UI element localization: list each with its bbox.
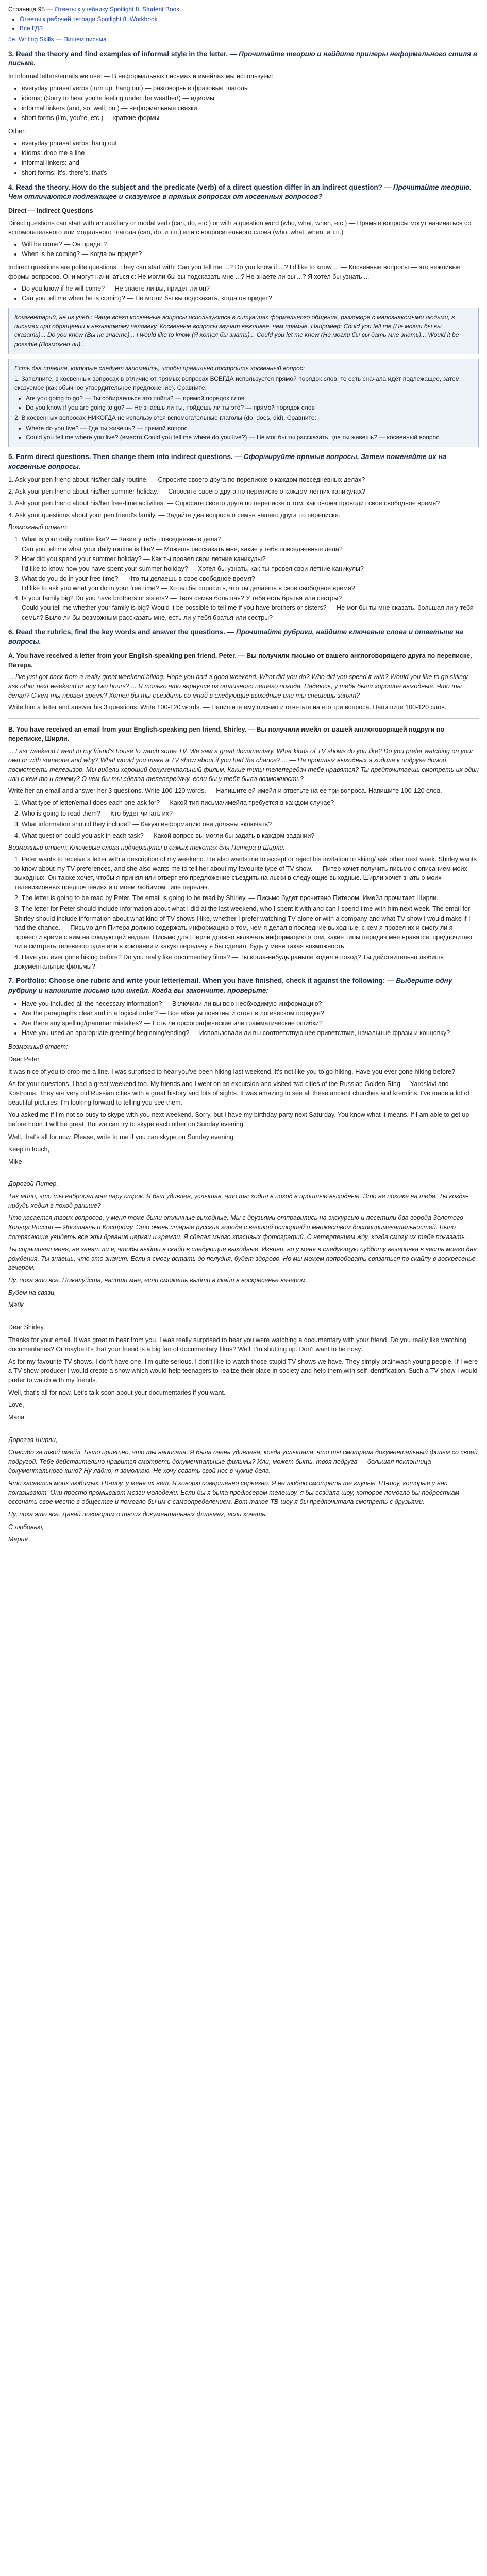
- rules-intro: Есть два правила, которые следует запомнить, чтобы правильно построить косвенный вопрос:: [14, 365, 305, 372]
- comment-box: [8, 308, 479, 355]
- list-item: • Can you tell me when he is coming? — Не могли бы вы подсказать, когда он придет?: [22, 294, 479, 303]
- list-item: • Will he come? — Он придет?: [22, 240, 479, 249]
- divider: [8, 718, 479, 719]
- task3-other-list: [8, 139, 479, 178]
- rules-box: [8, 359, 479, 447]
- list-item: • Have you included all the necessary information? — Включили ли вы всю необходимую информацию?: [22, 999, 479, 1008]
- list-item: • short forms: It's, there's, that's: [22, 168, 479, 177]
- letter-closing: С любовью,: [8, 1523, 44, 1531]
- letter-paragraph: Спасибо за твой имейл. Было приятно, что ты написала. Я была очень удивлена, когда услышала, что ты смотрела документальный фильм со своей подругой. Тебе действительно нравится смотреть документальные фильмы? Или, может быть, твоя подруга — большая поклонница документального кино? Ну ладно, я замолкаю. Не хочу совать свой нос в чужие дела.: [8, 1448, 478, 1475]
- letter-signature: Мария: [8, 1535, 28, 1543]
- task5-answers: [8, 535, 479, 622]
- letter-peter-en: [8, 1055, 479, 1166]
- letter-closing: Love,: [8, 1401, 24, 1409]
- task3-title-ru: — Прочитайте теорию и найдите примеры неформального стиля в письме.: [8, 49, 478, 67]
- answer-line: 4. Is your family big? Do you have brothers or sisters? — Твоя семья большая? У тебя есть братья или сестры?: [14, 595, 342, 602]
- letter-paragraph: Так мило, что ты набросал мне пару строк. Я был удивлен, услышав, что ты ходил в поход в прошлые выходные. Это не похоже на тебя. Ты когда-нибудь ходил в поход раньше?: [8, 1193, 468, 1210]
- letter-signature: Maria: [8, 1414, 25, 1421]
- list-item: 3. What information should they include? — Какую информацию они должны включать?: [14, 821, 272, 828]
- task7-title: 7. Portfolio: Choose one rubric and write your letter/email. When you have finished, check it against the following:: [8, 977, 385, 985]
- task3-title: 3. Read the theory and find examples of informal style in the letter.: [8, 49, 228, 58]
- letter-paragraph: As for your questions, I had a great weekend too. My friends and I went on an excursion and visited two cities of the Russian Golden Ring — Yaroslavl and Kostroma. They are very old Russian cities with a great history and lots of sights. It was amazing to see all these ancient churches and kremlins. I've made a lot of beautiful pictures. I'm looking forward to telling you see them.: [8, 1080, 469, 1107]
- letter-paragraph: Ты спрашивал меня, не занят ли я, чтобы выйти в скайп в следующие выходные. Извини, но у меня в следующую субботу вечеринка в честь моего дня рождения. Ты знаешь, что это значит. Если я смогу встать до полудня, будет здорово. Но мы можем попробовать связаться по скайпу в воскресенье вечером.: [8, 1245, 477, 1272]
- letter-closing: Будем на связи,: [8, 1289, 56, 1297]
- task3-other-label: Other:: [8, 127, 26, 135]
- letter-paragraph: Ну, пока это все. Пожалуйста, напиши мне, если сможешь выйти в скайп в воскресенье вечером.: [8, 1277, 308, 1284]
- letter-signature: Mike: [8, 1158, 22, 1165]
- letter-peter-ru: [8, 1179, 479, 1310]
- answer-line: I'd like to know how you have spent your summer holiday? — Хотел бы узнать, как ты провел свои летние каникулы?: [22, 565, 364, 572]
- rule-2: 2. В косвенных вопросах НИКОГДА не используются вспомогательные глаголы (do, does, did). Сравните:: [14, 414, 316, 422]
- answer-line: I'd like to ask you what you do in your free time? — Хотел бы спросить, что ты делаешь в свое свободное время?: [22, 585, 355, 592]
- task6-answer-label: Возможный ответ: Ключевые слова подчеркнуты в самых текстах для Питера и Ширли.: [8, 843, 285, 851]
- letter-paragraph: As for my favourite TV shows, I don't have one. I'm quite serious. I don't like to watch those stupid TV shows we have. They simply brainwash young people. If I were a TV show producer I would create a show which would help teenagers to realize their place in society and help them with self-identification. Such a TV show I would prefer to watch with my friends.: [8, 1358, 478, 1384]
- student-book-link[interactable]: Ответы к учебнику Spotlight 8. Student Book: [54, 6, 180, 13]
- list-item: • informal linkers (and, so, well, but) — неформальные связки: [22, 104, 479, 113]
- page-header: [8, 5, 479, 14]
- list-item: • short forms (I'm, you're, etc.) — краткие формы: [22, 113, 479, 123]
- list-item: • informal linkers: and: [22, 158, 479, 167]
- list-item: • Where do you live? — Где ты живешь? — прямой вопрос: [26, 424, 473, 433]
- answer-line: Could you tell me whether your family is big? Would it be possible to tell me if you have brothers or sisters? — Не мог бы ты мне сказать, большая ли у тебя семья? Было ли бы возможным рассказать мне, есть ли у тебя братья или сестры?: [22, 604, 474, 621]
- task4-title-ru: — Прочитайте теорию. Чем отличаются подлежащее и сказуемое в прямых вопросах от косвенных вопросов?: [8, 183, 472, 201]
- letter-shirley-ru: [8, 1435, 479, 1544]
- list-item: • idioms: drop me a line: [22, 148, 479, 158]
- letter-greeting: Дорогой Питер,: [8, 1180, 58, 1188]
- list-item: • Could you tell me where you live? (вместо Could you tell me where do you live?) — Не мог бы ты рассказать, где ты живешь? — косвенный вопрос: [26, 433, 473, 442]
- letter-paragraph: You asked me if I'm not so busy to skype with you next weekend. Sorry, but I have my birthday party next Saturday. You know what it means. If I am able to get up before noon it will be great. But we can try to skype each other on Sunday evening.: [8, 1111, 469, 1128]
- list-item: • Are the paragraphs clear and in a logical order? — Все абзацы понятны и стоят в логическом порядке?: [22, 1009, 479, 1018]
- rule-2-examples: [14, 424, 473, 442]
- task6-title: 6. Read the rubrics, find the key words and answer the questions.: [8, 628, 225, 636]
- answer-line: 1. What is your daily routine like? — Какие у тебя повседневные дела?: [14, 535, 222, 543]
- rubric-a-letter: ... I've just got back from a really great weekend hiking. Hope you had a good weekend. What did you do? Who did you spend it with? Would you like to go skiing/ ask other next weekend or any two hours? ... Я только что вернулся из отличного пешего похода. Надеюсь, у тебя были хорошие выходные. Что ты делал? С кем ты провел время? Хотел бы ты съездить со мной в следующие выходные или ты спешишь занят?: [8, 673, 468, 699]
- task4-p1: Direct questions can start with an auxiliary or modal verb (can, do, etc.) or with a question word (who, what, when, etc.) — Прямые вопросы могут начинаться со вспомогательного или модального глагола (can, do, и т.п.) или с вопросительного слова (who, what, when, и т.п.): [8, 219, 472, 236]
- letter-paragraph: Thanks for your email. It was great to hear from you. I was really surprised to hear you were watching a documentary with your friend. Do you really like watching documentaries? Or maybe it's that your friend is a big fan of documentary films? Well, I'm shutting up. Don't want to be nosy.: [8, 1336, 467, 1353]
- task6-heading: [8, 628, 479, 647]
- letter-greeting: Дорогая Ширли,: [8, 1436, 58, 1444]
- all-gdz-link[interactable]: Все ГДЗ: [20, 24, 43, 32]
- task5-item: 4. Ask your questions about your pen friend's family. — Задайте два вопроса о семье вашего друга по переписке.: [8, 512, 341, 519]
- list-item: 4. What question could you ask in each task? — Какой вопрос вы могли бы задать в каждом задании?: [14, 832, 315, 839]
- task7-heading: [8, 976, 479, 996]
- task5-answer-label: Возможный ответ:: [8, 523, 68, 531]
- task7-title-ru: — Выберите одну рубрику и напишите письмо или имейл. Когда вы закончите, проверьте:: [8, 977, 452, 995]
- task5-item: 2. Ask your pen friend about his/her summer holiday. — Спросите своего друга по переписке о каждом летних каникулах?: [8, 488, 366, 496]
- answer-line: 4. Have you ever gone hiking before? Do you really like documentary films? — Ты когда-нибудь раньше ходил в поход? Ты действительно любишь документальные фильмы?: [14, 954, 444, 971]
- comment-text: Комментарий, не из учеб.: Чаще всего косвенные вопросы используются в ситуациях формального общения, разговоре с малознакомыми людьми, в письмах при обращении к незнакомому человеку. Косвенные вопросы звучат вежливее, чем прямые. Например: Could you tell me (Не могли бы вы сказать)... Do you know (Вы не знаете)... I would like to know (Я хотел бы знать)... Could you let me know (Не могли бы вы дать мне знать)... Would it be possible (Возможно ли)...: [14, 313, 459, 348]
- list-item: • Have you used an appropriate greeting/ beginning/ending? — Использовали ли вы соответствующее приветствие, начальные фразы и концовку?: [22, 1028, 479, 1038]
- letter-greeting: Dear Shirley,: [8, 1324, 45, 1331]
- task6-answers: [8, 855, 479, 972]
- task5-title-ru: — Сформируйте прямые вопросы. Затем поменяйте их на косвенные вопросы.: [8, 453, 447, 471]
- list-item: 1. What type of letter/email does each one ask for? — Какой тип письма/имейла требуется в каждом случае?: [14, 799, 334, 807]
- task6-title-ru: — Прочитайте рубрики, найдите ключевые слова и ответьте на вопросы.: [8, 628, 463, 646]
- letter-paragraph: Well, that's all for now. Please, write to me if you can skype on Sunday evening.: [8, 1133, 236, 1141]
- answer-line: 3. What do you do in your free time? — Что ты делаешь в свое свободное время?: [14, 575, 255, 583]
- task3-heading: [8, 49, 479, 69]
- rubric-b-title: B. You have received an email from your English-speaking pen friend, Shirley. — Вы получили имейл от вашей англоговорящей подруги по переписке, Ширли.: [8, 726, 445, 743]
- page-label: Страница 95 —: [8, 6, 53, 13]
- letter-signature: Майк: [8, 1301, 24, 1309]
- list-item: • When is he coming? — Когда он придет?: [22, 249, 479, 259]
- task3-intro: In informal letters/emails we use: — В неформальных письмах и имейлах мы используем:: [8, 73, 274, 80]
- workbook-link[interactable]: Ответы к рабочей тетради Spotlight 8. Workbook: [20, 15, 158, 23]
- unit-category: 5e. Writing Skills — Пишем письма: [8, 36, 107, 43]
- list-item: • Are there any spelling/grammar mistakes? — Есть ли орфографические или грамматические ошибки?: [22, 1019, 479, 1028]
- letter-paragraph: Well, that's all for now. Let's talk soon about your documentaries if you want.: [8, 1389, 226, 1397]
- rule-1-examples: [14, 394, 473, 412]
- task3-list: [8, 83, 479, 123]
- answer-line: 3. The letter for Peter should include information about what I did at the last weekend, who I spent it with and can I spend time with him next week. The email for Shirley should include information about what kind of TV shows I like, whether I prefer watching TV alone or with a company and what TV show I would make if I had the chance. — Письмо для Питера должно содержать информацию о том, чем я делал в последние выходные, с кем я провел их и смогу ли я провести время с ним на следующей неделе. Письмо для Ширли должно включать информацию о том, какие типы передач мне нравятся, предпочитаю ли я смотреть телевизор один или в компании и какую передачу я бы сделал, будь у меня такая возможность.: [14, 905, 473, 950]
- task5-item: 3. Ask your pen friend about his/her free-time activities. — Спросите своего друга по переписке о том, как он/она проводит свое свободное время?: [8, 500, 440, 507]
- answer-line: 2. How did you spend your summer holiday? — Как ты провел свои летние каникулы?: [14, 555, 266, 563]
- list-item: • Do you know if you are going to go? — Не знаешь ли ты, пойдешь ли ты это? — прямой порядок слов: [26, 403, 473, 412]
- rubric-a-title: A. You have received a letter from your English-speaking pen friend, Peter. — Вы получили письмо от вашего англоговорящего друга по переписке, Питера.: [8, 652, 472, 669]
- task7-answer-label: Возможный ответ:: [8, 1043, 68, 1050]
- task7-checklist: [8, 999, 479, 1038]
- answer-line: 1. Peter wants to receive a letter with a description of my weekend. He also wants me to accept or reject his invitation to skiing/ ask other next week. Shirley wants to know about my TV preferences, and she also wants me to tell her about my favourite type of TV show. — Питер хочет получить письмо с описанием моих выходных. Он также хочет, чтобы я принял или отверг его предложение съездить на лыжи в следующие выходные. Ширли хочет знать о моих телевизионных предпочтениях и о моем любимом типе передач.: [14, 855, 477, 891]
- task4-subtitle: Direct — Indirect Questions: [8, 207, 93, 215]
- letter-shirley-en: [8, 1323, 479, 1422]
- task5-heading: [8, 452, 479, 472]
- task4-p2: Indirect questions are polite questions. They can start with: Can you tell me ...? Do you know if ...? I'd like to know ... — Косвенные вопросы — это вежливые формы вопросов. Они могут начинаться с: Не могли бы вы подсказать мне ...? Не знаете ли вы ...? Я хотел бы узнать ...: [8, 264, 461, 281]
- breadcrumb: [8, 15, 479, 33]
- rule-1: 1. Заполните, в косвенных вопросах в отличие от прямых вопросах ВСЕГДА используется прямой порядок слов, то есть сначала идёт подлежащее, затем сказуемое (как обычное утвердительное предложение). Сравните:: [14, 375, 460, 392]
- answer-line: 2. The letter is going to be read by Peter. The email is going to be read by Shirley. — Письмо будет прочитано Питером. Имейл прочитает Ширли.: [14, 894, 439, 902]
- letter-paragraph: Что касается твоих вопросов, у меня тоже были отличные выходные. Мы с друзьями отправились на экскурсию и посетили два города Золотого Кольца России — Ярославль и Кострому. Это очень старые русские города с великой историей и множеством достопримечательностей. Было потрясающе увидеть все эти древние церкви и кремли. Я сделал много красивых фотографий. С нетерпением жду, когда смогу их тебе показать.: [8, 1214, 467, 1241]
- task4-ex1: [8, 240, 479, 259]
- rubric-b-letter: ... Last weekend I went to my friend's house to watch some TV. We saw a great documentary. What kinds of TV shows do you like? Do you prefer watching on your own or with someone and why? What would you make a TV show about if you had the chance? ... — На прошлых выходных я ходила к подруге домой посмотреть телевизор. Мы видели хороший документальный фильм. Какие типы телепередач тебе нравятся? Ты предпочитаешь смотреть их один или с кем-то и почему? О чем бы ты сделал телепередачу, если бы у тебя была возможность?: [8, 747, 479, 783]
- letter-greeting: Dear Peter,: [8, 1055, 41, 1063]
- list-item: • Do you know if he will come? — Не знаете ли вы, придет ли он?: [22, 284, 479, 293]
- list-item: • idioms; (Sorry to hear you're feeling under the weather!) — идиомы: [22, 94, 479, 103]
- rubric-b-task: Write her an email and answer her 3 questions. Write 100-120 words. — Напишите ей имейл и ответьте на ее три вопроса. Напишите 100-120 слов.: [8, 787, 442, 794]
- task5-title: 5. Form direct questions. Then change them into indirect questions.: [8, 453, 233, 461]
- list-item: • everyday phrasal verbs: hang out: [22, 139, 479, 148]
- task5-item: 1. Ask your pen friend about his/her daily routine. — Спросите своего друга по переписке о каждом повседневных делах?: [8, 476, 365, 483]
- letter-closing: Keep in touch,: [8, 1145, 49, 1153]
- letter-paragraph: It was nice of you to drop me a line. I was surprised to hear you've been hiking last weekend. It's not like you to go hiking. Have you ever gone hiking before?: [8, 1067, 456, 1075]
- task4-title: 4. Read the theory. How do the subject and the predicate (verb) of a direct question differ in an indirect question?: [8, 183, 382, 191]
- task4-heading: [8, 183, 479, 202]
- list-item: • Are you going to go? — Ты собираешься это пойти? — прямой порядок слов: [26, 394, 473, 403]
- letter-paragraph: Ну, пока это все. Давай поговорим о твоих документальных фильмах, если хочешь.: [8, 1511, 267, 1518]
- letter-paragraph: Что касается моих любимых ТВ-шоу, у меня их нет. Я говорю совершенно серьезно. Я не люблю смотреть те глупые ТВ-шоу, которые у нас показывают. Они просто промывают мозги молодежи. Если бы я была продюсером телешоу, я бы создала шоу, которое помогло бы подросткам осознать свое место в обществе и помогло бы им с самоопределением. Вот такое ТВ-шоу я бы предпочитала смотреть с друзьями.: [8, 1480, 460, 1506]
- list-item: • everyday phrasal verbs (turn up, hang out) — разговорные фразовые глаголы: [22, 83, 479, 93]
- task6-questions: [8, 798, 479, 840]
- answer-line: Can you tell me what your daily routine is like? — Можешь рассказать мне, какие у тебя повседневные дела?: [22, 545, 343, 553]
- list-item: 2. Who is going to read them? — Кто будет читать их?: [14, 810, 173, 818]
- rubric-a-task: Write him a letter and answer his 3 questions. Write 100-120 words. — Напишите ему письмо и ответьте на его три вопроса. Напишите 100-120 слов.: [8, 704, 447, 711]
- task4-ex2: [8, 284, 479, 303]
